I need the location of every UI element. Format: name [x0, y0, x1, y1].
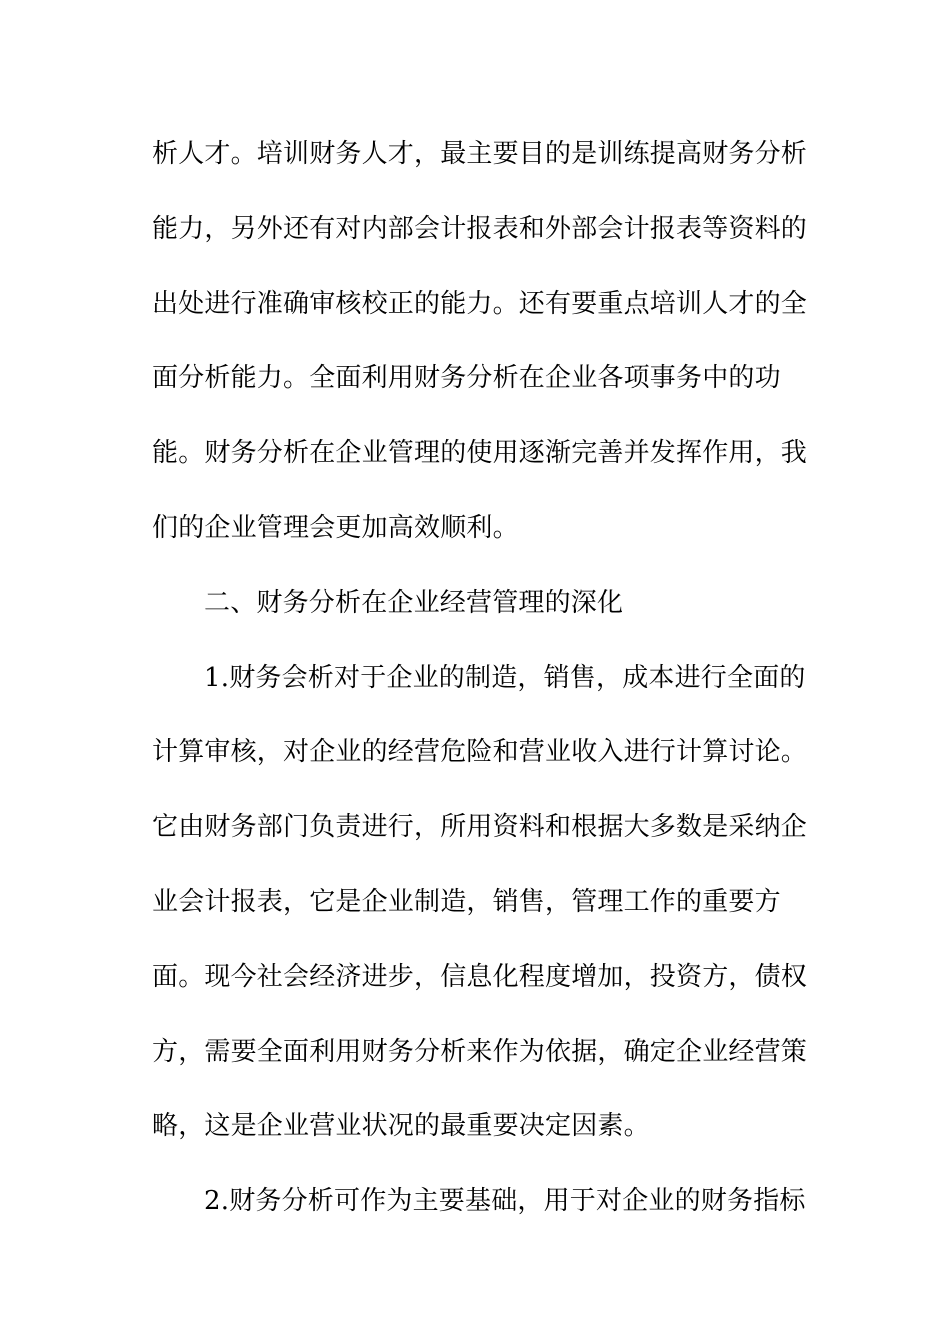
text-line: 能力，另外还有对内部会计报表和外部会计报表等资料的: [152, 213, 808, 244]
text-line: 面。现今社会经济进步，信息化程度增加，投资方，债权: [152, 961, 808, 992]
text-line: 计算审核，对企业的经营危险和营业收入进行计算讨论。: [152, 737, 808, 768]
paragraph-start: 2.财务分析可作为主要基础，用于对企业的财务指标: [204, 1186, 806, 1217]
text-line: 方，需要全面利用财务分析来作为依据，确定企业经营策: [152, 1036, 808, 1067]
text-line: 能。财务分析在企业管理的使用逐渐完善并发挥作用，我: [152, 438, 808, 469]
text-line: 面分析能力。全面利用财务分析在企业各项事务中的功: [152, 363, 781, 394]
text-line: 它由财务部门负责进行，所用资料和根据大多数是采纳企: [152, 812, 808, 843]
text-line: 出处进行准确审核校正的能力。还有要重点培训人才的全: [152, 288, 808, 319]
section-heading: 二、财务分析在企业经营管理的深化: [204, 587, 624, 618]
text-line: 业会计报表，它是企业制造，销售，管理工作的重要方: [152, 886, 781, 917]
text-line: 略，这是企业营业状况的最重要决定因素。: [152, 1111, 650, 1142]
text-line: 析人才。培训财务人才，最主要目的是训练提高财务分析: [152, 139, 808, 169]
paragraph-start: 1.财务会析对于企业的制造，销售，成本进行全面的: [204, 662, 806, 693]
body-text: [152, 124, 808, 1246]
text-line: 们的企业管理会更加高效顺利。: [152, 512, 519, 543]
